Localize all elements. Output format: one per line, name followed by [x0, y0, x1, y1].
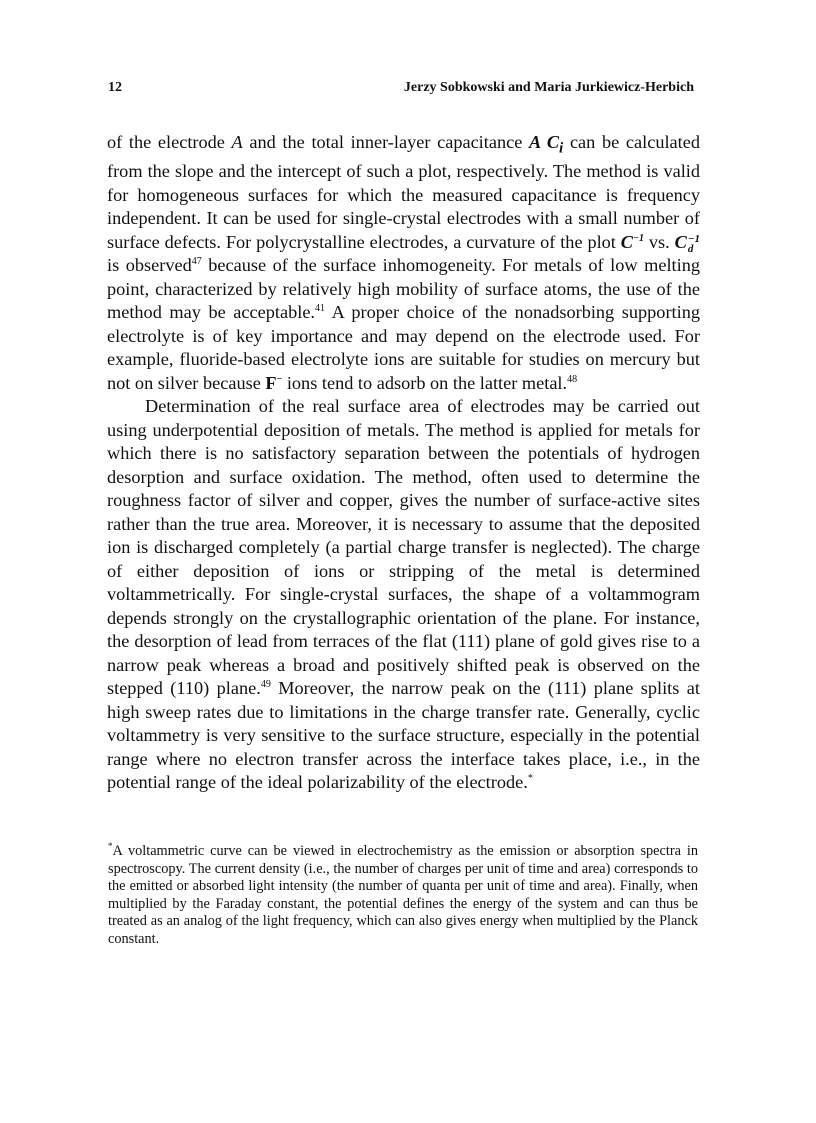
paragraph-1 — [107, 131, 700, 395]
text-run: vs. — [644, 231, 675, 252]
footnote-reference: * — [527, 773, 533, 785]
footnote-marker: * — [108, 841, 113, 852]
reference-41: 41 — [315, 303, 326, 315]
text-run: of the electrode — [107, 132, 232, 152]
reference-48: 48 — [567, 373, 578, 385]
symbol-subscript: i — [559, 139, 564, 157]
reference-49: 49 — [260, 679, 271, 691]
symbol-sub-sup — [688, 234, 700, 254]
running-head: Jerzy Sobkowski and Maria Jurkiewicz-Herbich — [403, 80, 694, 95]
symbol-superscript: − — [276, 373, 283, 385]
footnote — [108, 843, 698, 949]
symbol-base: C — [674, 231, 687, 252]
text-run: because of the surface inhomogeneity. For metals of low melting point, characterized by relatively high mobility of surface atoms, the use of the method may be acceptable. — [107, 255, 700, 323]
symbol-base: A C — [529, 132, 560, 152]
footnote-text: A voltammetric curve can be viewed in electrochemistry as the emission or absorption spectra in spectroscopy. The current density (i.e., the number of charges per unit of time and area) corresponds to the emitted or absorbed light intensity (the number of quanta per unit of time and area). Finally, when multiplied by the Faraday constant, the potential defines the energy of the system and can thus be treated as an analog of the light frequency, which can also gives energy when multiplied by the Planck constant. — [108, 843, 698, 947]
symbol-cd-inverse — [674, 231, 700, 255]
text-run: Moreover, the narrow peak on the (111) plane splits at high sweep rates due to limitations in the charge transfer rate. Generally, cyclic voltammetry is very sensitive to the surface structure, especially in the potential range where no electron transfer across the interface takes place, i.e., in the potential range of the ideal polarizability of the electrode. — [107, 678, 701, 793]
symbol-base: C — [620, 231, 633, 252]
body-text — [107, 131, 700, 795]
variable-a: A — [231, 132, 243, 152]
text-run: is observed — [107, 255, 192, 276]
symbol-c-inverse — [621, 232, 644, 252]
text-run: can be calculated from the slope and the intercept of such a plot, respectively. The method is valid for homogeneous surfaces for which the measured capacitance is frequency independent. It can be used for single-crystal electrodes with a small number of surface defects. For polycrystalline electrodes, a curvature of the plot — [107, 132, 700, 252]
symbol-superscript: −1 — [632, 232, 645, 244]
symbol-superscript: −1 — [687, 232, 700, 245]
reference-47: 47 — [191, 256, 202, 268]
symbol-a-ci — [529, 132, 564, 157]
symbol-subscript: d — [687, 242, 694, 255]
page-number: 12 — [108, 80, 122, 95]
text-run: A proper choice of the nonadsorbing supporting electrolyte is of key importance and may depend on the electrode used. For example, fluoride-based electrolyte ions are suitable for studies on mercury but not on silver because — [107, 302, 700, 393]
text-run: Determination of the real surface area of electrodes may be carried out using underpotential deposition of metals. The method is applied for metals for which there is no satisfactory separation between the potentials of hydrogen desorption and surface oxidation. The method, often used to determine the roughness factor of silver and copper, gives the number of surface-active sites rather than the true area. Moreover, it is necessary to assume that the deposited ion is discharged completely (a partial charge transfer is neglected). The charge of either deposition of ions or stripping of the metal is determined voltammetrically. For single-crystal surfaces, the shape of a voltammogram depends strongly on the crystallographic orientation of the plane. For instance, the desorption of lead from terraces of the flat (111) plane of gold gives rise to a narrow peak whereas a broad and positively shifted peak is observed on the stepped (110) plane. — [107, 396, 700, 699]
symbol-base: F — [265, 372, 277, 393]
text-run: ions tend to adsorb on the latter metal. — [282, 372, 568, 393]
symbol-fluoride-ion — [265, 373, 282, 393]
paragraph-2 — [107, 395, 700, 795]
text-run: and the total inner-layer capacitance — [242, 132, 529, 152]
